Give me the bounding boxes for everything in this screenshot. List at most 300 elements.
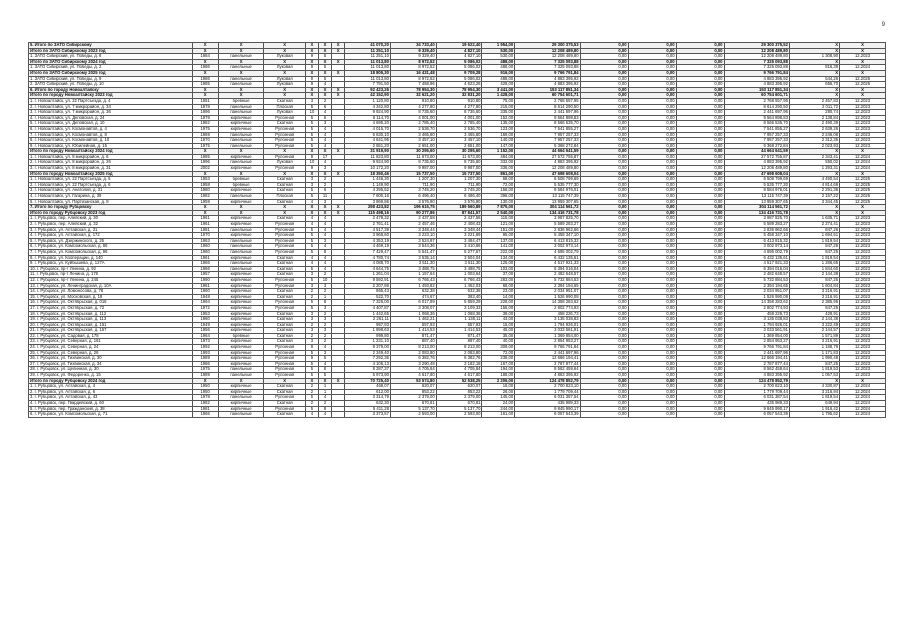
address-cell: 8. г. Новоалтайск, ул. Космонавтов, д. 10 [29,138,193,144]
value-cell: 6 413 815,32 [515,238,580,244]
value-cell: 0,00 [628,255,676,261]
value-cell: 0,00 [628,126,676,132]
value-cell: 196 615,75 [390,205,436,211]
value-cell: X [192,59,218,65]
value-cell: X [305,171,318,177]
value-cell: 0,00 [676,367,724,373]
address-cell: 5. г. Рубцовск, пер. Гражданский, д. 38 [29,406,193,412]
value-cell: 1 138,11 [436,317,482,323]
value-cell: 0,00 [580,350,628,356]
value-cell: X [840,205,886,211]
value-cell: 0,00 [580,188,628,194]
value-cell: X [318,48,331,54]
value-cell: 9 564 898,83 [515,115,580,121]
value-cell: 6 508 799,69 [724,177,789,183]
value-cell: 3 373,57 [345,412,391,418]
address-cell: 6. г. Новоалтайск, ул. Космонавтов, д. 4 [29,126,193,132]
value-cell: 12.2023 [840,227,886,233]
value-cell: 3 987 825,70 [724,216,789,222]
value-cell: 3 [318,283,331,289]
value-cell: X [305,205,318,211]
value-cell: 1 207,30 [436,177,482,183]
value-cell: 0,00 [580,305,628,311]
value-cell: Рулонная [264,395,305,401]
value-cell: 1994 [192,300,218,306]
value-cell: 0,00 [628,300,676,306]
value-cell: 1 898,63 [345,328,391,334]
value-cell: Скатная [264,289,305,295]
value-cell: 2 [318,177,331,183]
value-cell: 13 959 307,65 [724,199,789,205]
value-cell: Скатная [264,322,305,328]
value-cell: 1958 [192,182,218,188]
value-cell: 3 109,33 [436,305,482,311]
value-cell: панельные [218,104,264,110]
value-cell: 188,00 [482,373,515,379]
value-cell: кирпичные [218,384,264,390]
value-cell: X [318,210,331,216]
value-cell: кирпичные [218,255,264,261]
value-cell: 0,00 [676,210,724,216]
value-cell: X [264,48,305,54]
value-cell: 12.2023 [840,373,886,379]
value-cell: 304 114 561,72 [515,205,580,211]
value-cell: 4 883 395,92 [515,373,580,379]
value-cell: 12.2025 [840,82,886,88]
value-cell: 1970 [192,233,218,239]
value-cell: Рулонная [264,367,305,373]
value-cell: 0,00 [628,199,676,205]
value-cell: 12.2024 [840,154,886,160]
value-cell: X [789,149,839,155]
address-cell: 2. г. Новоалтайск, ул. 8 микрорайон, д. 26 [29,160,193,166]
value-cell: 11 823,80 [345,154,391,160]
value-cell: 2 787 877,44 [515,361,580,367]
value-cell: 12.2023 [840,244,886,250]
address-cell: 4. г. Рубцовск, пер. Гвардейский, д. 60 [29,401,193,407]
value-cell: 7 600,16 [345,194,391,200]
value-cell: 3 968,60 [345,233,391,239]
value-cell: кирпичные [218,401,264,407]
value-cell: 8 213,00 [390,345,436,351]
value-cell: 2 394 194,65 [515,283,580,289]
value-cell: 14,00 [482,294,515,300]
value-cell: 0,00 [676,356,724,362]
value-cell: 1986 [192,76,218,82]
value-cell: 12.2023 [840,104,886,110]
address-cell: 9. г. Новоалтайск, ул. Юбилейная, д. 15 [29,143,193,149]
value-cell: 4 [318,216,331,222]
value-cell: 0,00 [580,389,628,395]
value-cell: 13 115 747,39 [515,194,580,200]
value-cell: 5 [305,305,318,311]
value-cell: 4 [318,222,331,228]
value-cell: 0,00 [676,350,724,356]
value-cell: 4 277,80 [390,104,436,110]
value-cell: 0,00 [628,160,676,166]
value-cell: 3 033 561,91 [515,328,580,334]
value-cell: 8 [318,300,331,306]
value-cell: X [218,210,264,216]
value-cell: 45,00 [482,328,515,334]
value-cell: 4 353,19 [345,238,391,244]
value-cell: панельные [218,110,264,116]
value-cell: 12.2025 [840,194,886,200]
value-cell: 1 308,90 [789,54,839,60]
value-cell: 5 [305,194,318,200]
address-cell: 2. г. Рубцовск, ул. Алтайская, д. 6 [29,389,193,395]
value-cell: Скатная [264,328,305,334]
value-cell: 887,40 [390,339,436,345]
value-cell: кирпичные [218,300,264,306]
value-cell: 1989 [192,356,218,362]
value-cell: 0,00 [628,110,676,116]
value-cell: 1 [318,294,331,300]
value-cell: 2 138,84 [789,115,839,121]
value-cell: 0,00 [676,384,724,390]
value-cell: 6 382,76 [390,356,436,362]
value-cell: 2 144,38 [789,272,839,278]
value-cell: 0,00 [580,289,628,295]
value-cell: X [192,48,218,54]
value-cell: 5 [305,143,318,149]
value-cell: X [305,87,318,93]
value-cell: 6 508 799,69 [515,177,580,183]
value-cell: 0,00 [676,138,724,144]
value-cell: 4 705,84 [436,367,482,373]
value-cell: Скатная [264,255,305,261]
address-cell: 4. г. Рубцовск, ул. Алтайская, д. 172 [29,233,193,239]
value-cell: 31 919,90 [345,149,391,155]
value-cell: кирпичные [218,305,264,311]
value-cell: 0,00 [580,345,628,351]
value-cell: 3 308,07 [390,305,436,311]
value-cell: 4 [318,412,331,418]
value-cell: кирпичные [218,222,264,228]
value-cell: 0,00 [580,406,628,412]
value-cell: 7 325 093,88 [515,65,580,71]
value-cell: X [789,205,839,211]
value-cell: 194,00 [482,367,515,373]
value-cell: 121,00 [482,222,515,228]
value-cell: 0,00 [580,126,628,132]
value-cell: 12.2023 [840,283,886,289]
value-cell: 12.2023 [840,266,886,272]
value-cell: 2 593,00 [390,412,436,418]
value-cell: 309,00 [482,345,515,351]
value-cell: Скатная [264,401,305,407]
value-cell: 9 709,28 [436,70,482,76]
value-cell: 12.2023 [840,289,886,295]
value-cell: 0,00 [628,87,676,93]
value-cell: 10 [305,160,318,166]
value-cell: 5 535 777,30 [515,182,580,188]
value-cell: кирпичные [218,115,264,121]
value-cell: Рулонная [264,154,305,160]
value-cell: X [305,70,318,76]
value-cell: кирпичные [218,328,264,334]
value-cell: 1982 [192,401,218,407]
value-cell: Рулонная [264,361,305,367]
value-cell: 2 [305,401,318,407]
value-cell: 1948 [192,294,218,300]
value-cell: 0,00 [628,149,676,155]
value-cell: 4 [318,143,331,149]
value-cell: 5 [318,54,331,60]
value-cell: 0,00 [676,317,724,323]
value-cell: 2 802 774,93 [515,305,580,311]
value-cell: X [264,171,305,177]
value-cell: 0,00 [628,182,676,188]
value-cell: 5 589 283,27 [724,222,789,228]
value-cell: 1980 [192,188,218,194]
value-cell: 141,00 [482,244,515,250]
address-cell: 3. г. Новоалтайск, ул. Анатолия, д. 31 [29,188,193,194]
value-cell: 2 034 951,07 [515,289,580,295]
value-cell: 2 291,36 [789,188,839,194]
value-cell: кирпичные [218,311,264,317]
address-cell: 10. г. Рубцовск, пр-т Ленина, д. 92 [29,266,193,272]
value-cell: 12.2023 [840,317,886,323]
value-cell: 0,00 [676,261,724,267]
value-cell: 0,00 [676,266,724,272]
value-cell: 612,00 [345,389,391,395]
value-cell: 2 394 194,65 [724,283,789,289]
address-cell: Итого по городу Рубцовску 2024 год [29,378,193,384]
value-cell: 847,25 [789,249,839,255]
value-cell: 9 592,91 [345,277,391,283]
value-cell: X [332,378,345,384]
value-cell: 13 115 747,39 [724,194,789,200]
value-cell: панельные [218,244,264,250]
value-cell: 871,47 [390,333,436,339]
value-cell: 2 536,70 [436,126,482,132]
value-cell: 12.2023 [840,222,886,228]
address-cell: 3. г. Новоалтайск, ул. 7 микрорайон, д. 36 [29,110,193,116]
value-cell: Скатная [264,272,305,278]
value-cell: кирпичные [218,199,264,205]
value-cell: 2 836 962,66 [724,227,789,233]
value-cell: 2 261,11 [345,317,391,323]
value-cell: 5 458 347,10 [515,233,580,239]
value-cell: 0,00 [676,143,724,149]
value-cell: 12.2023 [840,356,886,362]
value-cell: 3 488,75 [436,266,482,272]
value-cell: 124 478 852,79 [724,378,789,384]
value-cell: 0,00 [628,333,676,339]
value-cell: Рулонная [264,350,305,356]
value-cell: 1 414,53 [436,328,482,334]
value-cell: 6 394 016,04 [515,266,580,272]
value-cell: 60 754 601,71 [724,93,789,99]
value-cell: 4 [318,395,331,401]
value-cell: 7 292,36 [345,356,391,362]
value-cell: кирпичные [218,154,264,160]
address-cell: Итого по ЗАТО Сибирскому 2024 год [29,59,193,65]
value-cell: кирпичные [218,322,264,328]
value-cell: 3 [318,305,331,311]
value-cell: Скатная [264,188,305,194]
value-cell: 816,39 [789,65,839,71]
value-cell: 2 [318,289,331,295]
value-cell: 2 [318,333,331,339]
value-cell: 7 957 257,33 [724,132,789,138]
value-cell: 12.2024 [840,384,886,390]
value-cell: 2 651,00 [436,143,482,149]
value-cell: 8 562 459,64 [724,367,789,373]
value-cell: кирпичные [218,317,264,323]
value-cell: 530,00 [482,54,515,60]
value-cell: 3 504,04 [436,255,482,261]
value-cell: Рулонная [264,283,305,289]
value-cell: 4 295,52 [345,188,391,194]
value-cell: 0,00 [580,272,628,278]
value-cell: 0,00 [628,361,676,367]
value-cell: 4 641,95 [345,138,391,144]
value-cell: 5 [305,266,318,272]
value-cell: X [840,43,886,49]
value-cell: X [218,93,264,99]
address-cell: 1. г. Новоалтайск, ул. 22 Партсъезда, д. 4 [29,98,193,104]
value-cell: X [218,149,264,155]
value-cell: X [318,87,331,93]
value-cell: бревные [218,177,264,183]
value-cell: Луковая [264,160,305,166]
value-cell: 0,00 [628,389,676,395]
value-cell: 2 [318,98,331,104]
value-cell: 5 086,02 [436,76,482,82]
value-cell: 4 883 395,92 [515,160,580,166]
value-cell: 1 526 990,08 [515,294,580,300]
value-cell: 7 325 093,88 [515,59,580,65]
value-cell: 3 524,97 [390,238,436,244]
value-cell: 12.2023 [840,110,886,116]
value-cell: кирпичные [218,166,264,172]
value-cell: бревные [218,333,264,339]
value-cell: 2 011,72 [789,104,839,110]
value-cell: 6 [318,104,331,110]
value-cell: 4 001,00 [436,115,482,121]
value-cell: панельные [218,54,264,60]
value-cell: 8 [318,249,331,255]
value-cell: 11 251,10 [345,48,391,54]
address-cell: 1. г. Рубцовск, пер. Алейский, д. 30 [29,216,193,222]
value-cell: 1 990,48 [789,356,839,362]
value-cell: 670,81 [436,401,482,407]
value-cell: 12.2023 [840,233,886,239]
value-cell: 153 117 851,34 [724,87,789,93]
value-cell: панельные [218,194,264,200]
value-cell: 0,00 [580,65,628,71]
value-cell: 7 957 257,33 [515,138,580,144]
value-cell: 92 423,26 [345,87,391,93]
value-cell: 7 458,96 [390,82,436,88]
value-cell: 23,00 [482,289,515,295]
value-cell: 1 003,64 [436,272,482,278]
value-cell: 4 088,70 [345,261,391,267]
value-cell: 6 [318,188,331,194]
value-cell: 2 [305,289,318,295]
value-cell: 6 432 135,61 [515,255,580,261]
value-cell: 620,07 [390,384,436,390]
value-cell: 0,00 [580,238,628,244]
value-cell: 5 086,02 [436,65,482,71]
value-cell: 0,00 [580,177,628,183]
value-cell: 0,00 [628,222,676,228]
value-cell: 0,00 [676,104,724,110]
value-cell: 5 [305,373,318,379]
value-cell: X [789,59,839,65]
value-cell: 0,00 [628,406,676,412]
value-cell: 5 859,29 [436,300,482,306]
value-cell: 11 013,80 [345,76,391,82]
value-cell: 0,00 [580,384,628,390]
address-cell: 1. ЗАТО Сибирский, ул. Победы, д. 8 [29,54,193,60]
value-cell: 0,00 [676,177,724,183]
value-cell: 3 [305,182,318,188]
value-cell: 484,00 [482,154,515,160]
value-cell: 0,00 [580,261,628,267]
value-cell: 4 617,80 [436,373,482,379]
value-cell: 9 [305,166,318,172]
value-cell: 1966 [192,412,218,418]
value-cell: Рулонная [264,356,305,362]
value-cell: 1 157,64 [390,272,436,278]
value-cell: 1 [318,384,331,390]
value-cell: 3 222,49 [789,322,839,328]
value-cell: X [192,70,218,76]
value-cell: кирпичные [218,121,264,127]
value-cell: 1 188,79 [789,345,839,351]
value-cell: кирпичные [218,233,264,239]
value-cell: 4 [318,361,331,367]
value-cell: 1961 [192,216,218,222]
address-cell: 16. г. Рубцовск, ул. Октябрьская, д. 016 [29,300,193,306]
value-cell: 6 [318,115,331,121]
value-cell: X [318,93,331,99]
value-cell: 32 831,20 [436,93,482,99]
value-cell: 2 441 697,96 [724,110,789,116]
value-cell: 1 795,62 [789,412,839,418]
value-cell: 115 498,16 [345,210,391,216]
value-cell: 5 [305,277,318,283]
value-cell: 5 [318,373,331,379]
value-cell: X [264,70,305,76]
value-cell: 5 589 283,27 [515,222,580,228]
value-cell: 2 836 962,66 [515,227,580,233]
value-cell: X [192,171,218,177]
value-cell: 12.2023 [840,98,886,104]
address-cell: Итого по городу Рубцовску 2023 год [29,210,193,216]
value-cell: 1 057,53 [789,373,839,379]
value-cell: 2 768 557,95 [724,98,789,104]
value-cell: 5 [305,227,318,233]
address-cell: 5. г. Новоалтайск, ул. Партизанская, д. 8 [29,199,193,205]
value-cell: 3 [318,199,331,205]
value-cell: 0,00 [676,227,724,233]
value-cell: 2 700 823,10 [515,384,580,390]
value-cell: 17 [318,154,331,160]
value-cell: 0,00 [676,361,724,367]
value-cell: 2 785,40 [436,121,482,127]
value-cell: 3 182,18 [436,361,482,367]
value-cell: X [789,210,839,216]
address-cell: Итого по городу Новоалтайску 2025 год [29,171,193,177]
value-cell: 0,00 [676,54,724,60]
value-cell: 2 540,00 [482,210,515,216]
value-cell: 3 576,90 [436,199,482,205]
value-cell: 4 [318,227,331,233]
